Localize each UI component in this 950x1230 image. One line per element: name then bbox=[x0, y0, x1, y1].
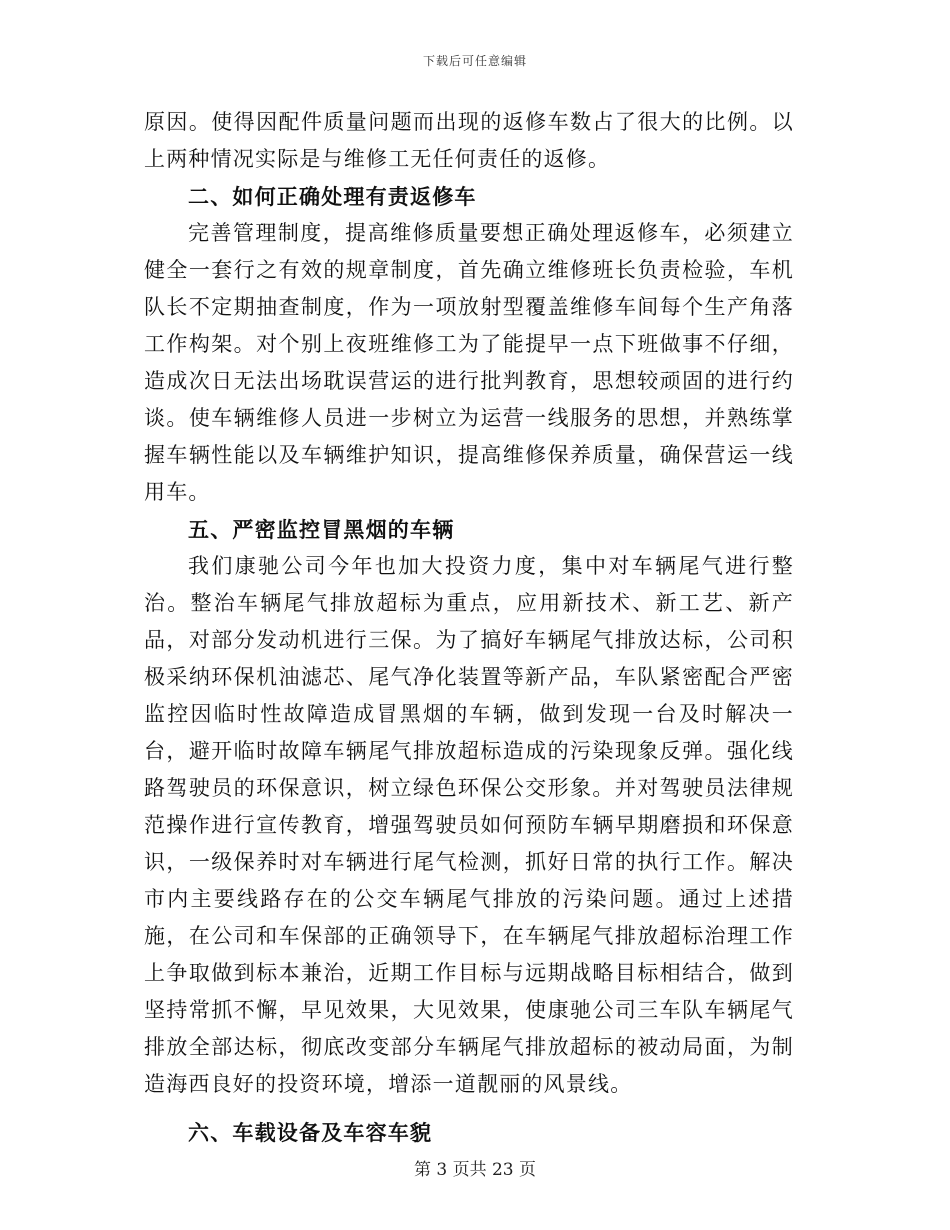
paragraph-management: 完善管理制度，提高维修质量要想正确处理返修车，必须建立健全一套行之有效的规章制度，首先确立维修班长负责检验，车机队长不定期抽查制度，作为一项放射型覆盖维修车间每个生产角落工作构架。对个别上夜班维修工为了能提早一点下班做事不仔细，造成次日无法出场耽误营运的进行批判教育，思想较顽固的进行约谈。使车辆维修人员进一步树立为运营一线服务的思想，并熟练掌握车辆性能以及车辆维护知识，提高维修保养质量，确保营运一线用车。 bbox=[144, 221, 794, 504]
page-footer: 第 3 页共 23 页 bbox=[413, 1160, 537, 1180]
section-heading-2: 二、如何正确处理有责返修车 bbox=[188, 184, 477, 209]
section-heading-6: 六、车载设备及车容车貌 bbox=[188, 1120, 433, 1145]
paragraph-continued: 原因。使得因配件质量问题而出现的返修车数占了很大的比例。以上两种情况实际是与维修工无任何责任的返修。 bbox=[144, 110, 794, 171]
paragraph-emissions: 我们康驰公司今年也加大投资力度，集中对车辆尾气进行整治。整治车辆尾气排放超标为重点，应用新技术、新工艺、新产品，对部分发动机进行三保。为了搞好车辆尾气排放达标，公司积极采纳环保机油滤芯、尾气净化装置等新产品，车队紧密配合严密监控因临时性故障造成冒黑烟的车辆，做到发现一台及时解决一台，避开临时故障车辆尾气排放超标造成的污染现象反弹。强化线路驾驶员的环保意识，树立绿色环保公交形象。并对驾驶员法律规范操作进行宣传教育，增强驾驶员如何预防车辆早期磨损和环保意识，一级保养时对车辆进行尾气检测，抓好日常的执行工作。解决市内主要线路存在的公交车辆尾气排放的污染问题。通过上述措施，在公司和车保部的正确领导下，在车辆尾气排放超标治理工作上争取做到标本兼治，近期工作目标与远期战略目标相结合，做到坚持常抓不懈，早见效果，大见效果，使康驰公司三车队车辆尾气排放全部达标，彻底改变部分车辆尾气排放超标的被动局面，为制造海西良好的投资环境，增添一道靓丽的风景线。 bbox=[144, 554, 794, 1096]
section-heading-5: 五、严密监控冒黑烟的车辆 bbox=[188, 517, 455, 542]
header-note: 下载后可任意编辑 bbox=[422, 54, 527, 68]
document-body bbox=[144, 104, 794, 1151]
